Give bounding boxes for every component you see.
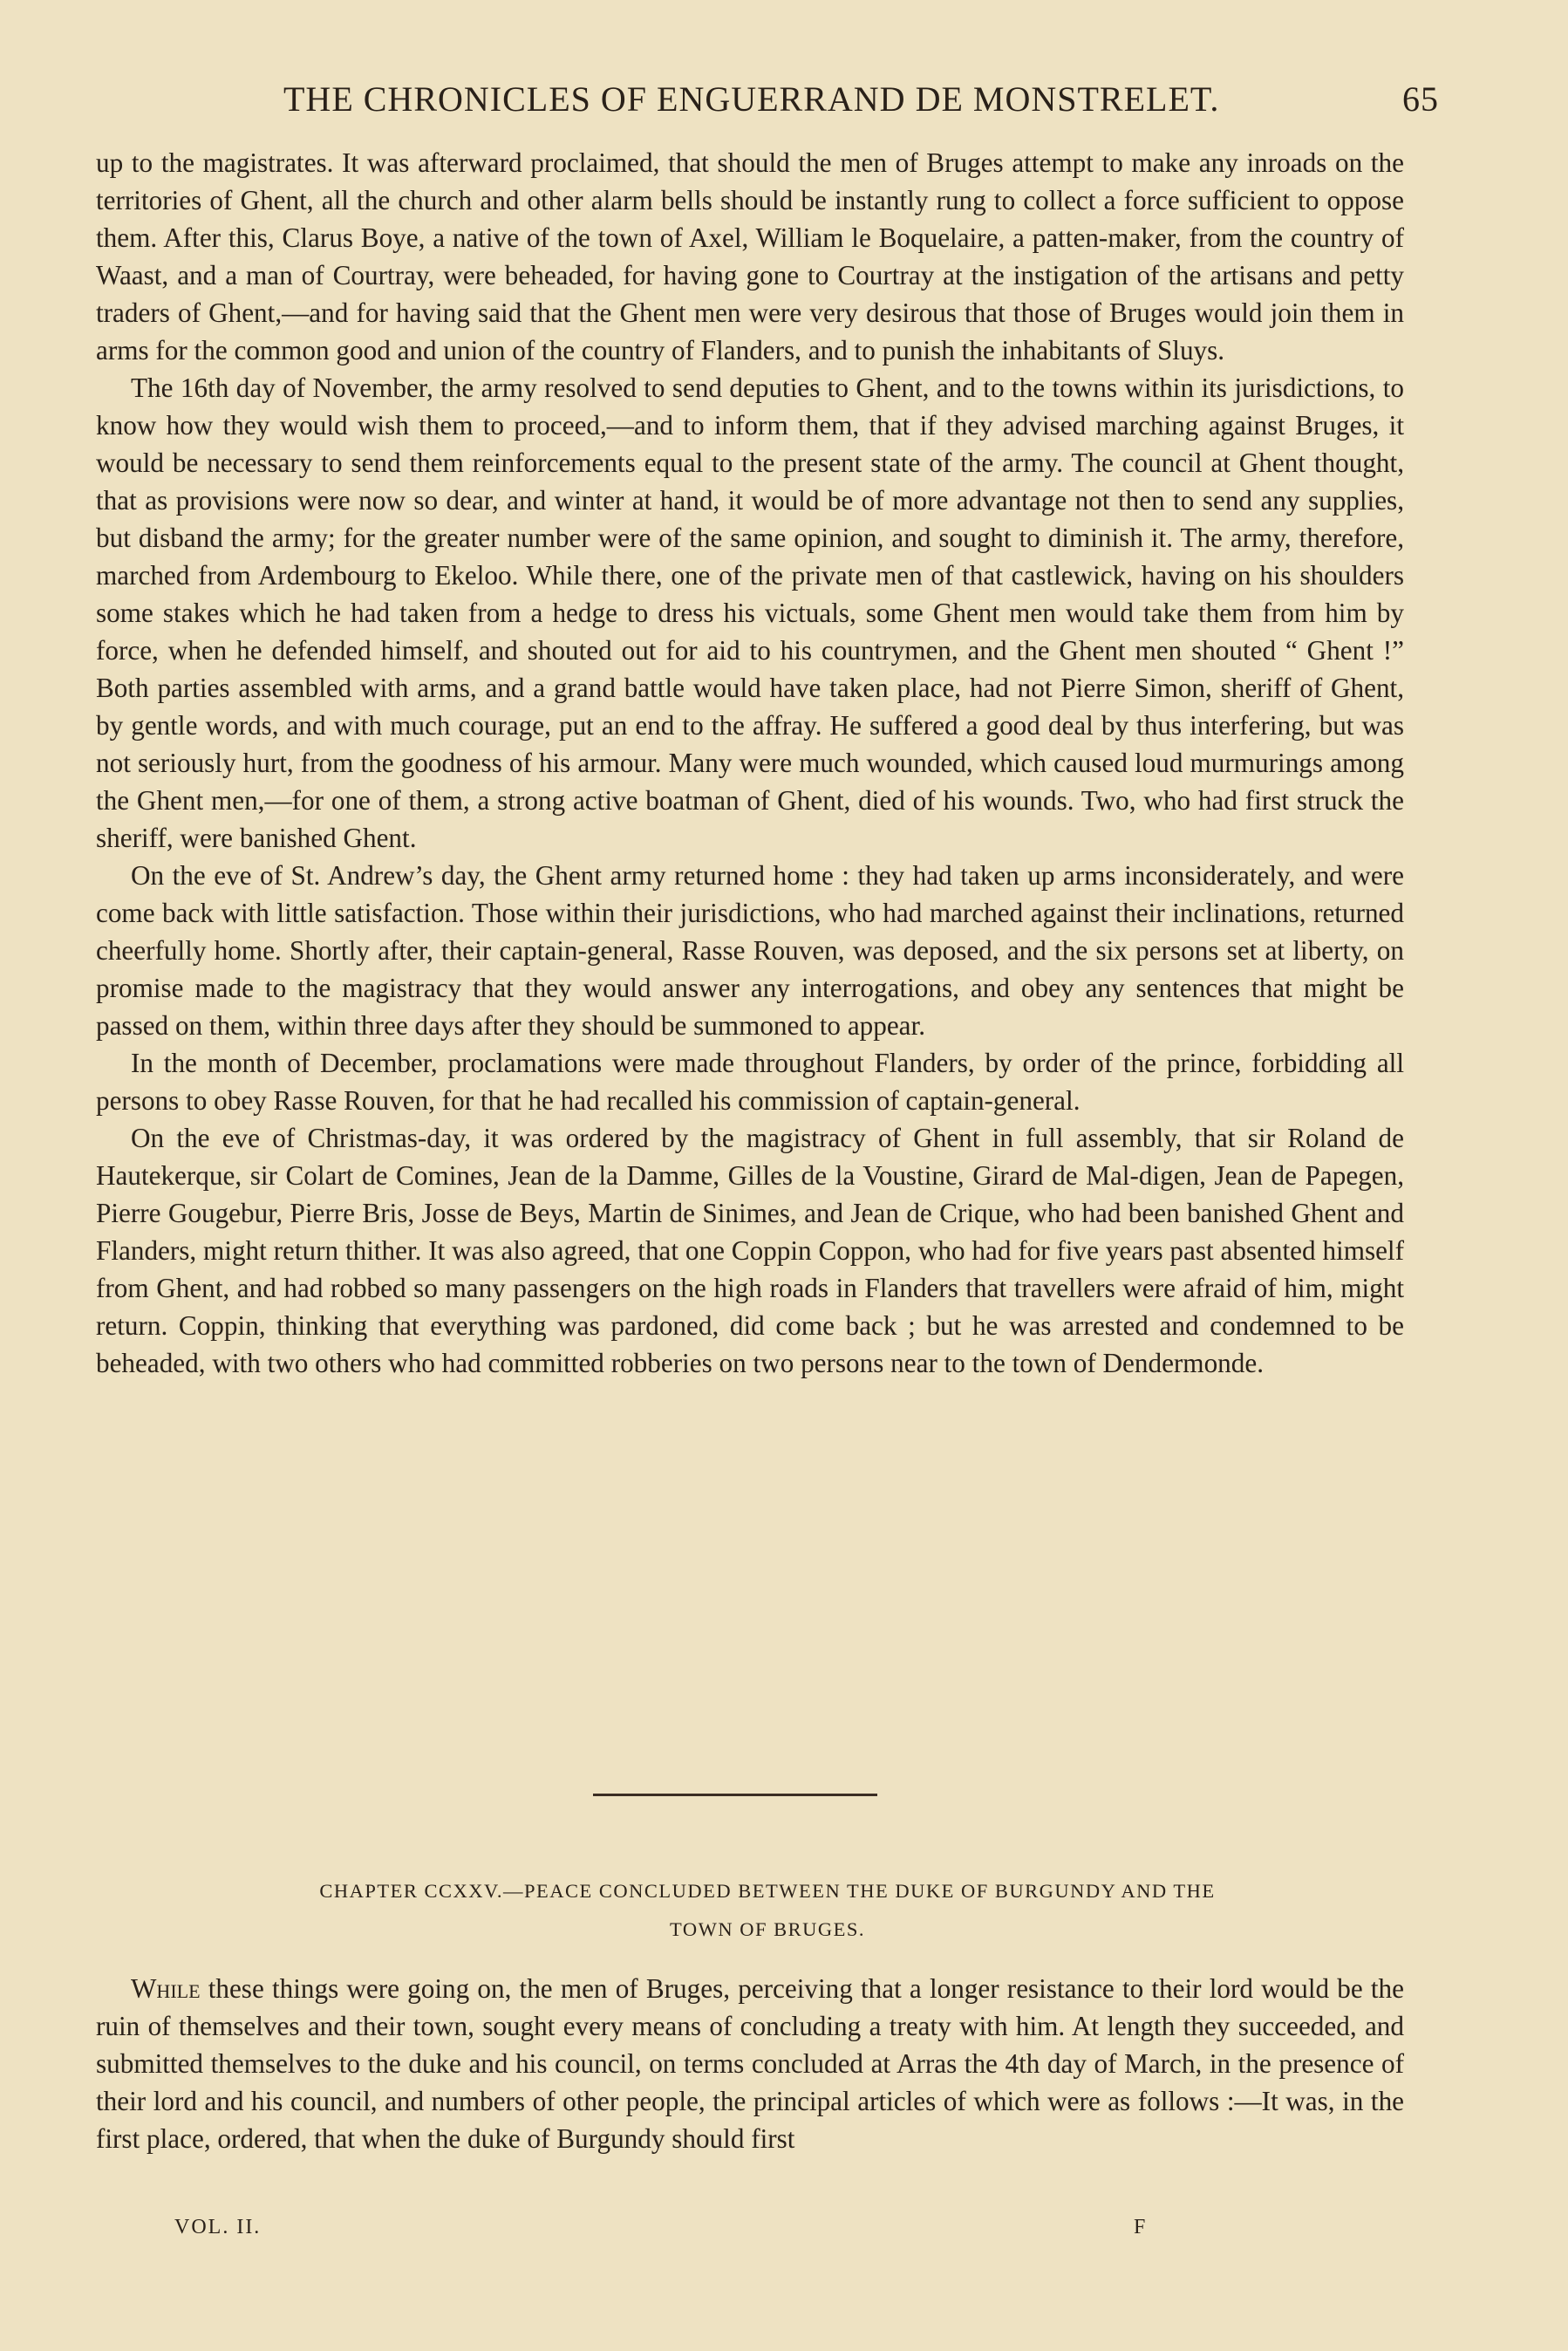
chapter-lead-word: While bbox=[131, 1973, 201, 2004]
paragraph: On the eve of Christmas-day, it was ordered by the magistracy of Ghent in full assembly, that sir Roland de Hautekerque, sir Colart de Comines, Jean de la Damme, Gilles de la Voustine, Girard de Mal-digen, Jean de Papegen, Pierre Gougebur, Pierre Bris, Josse de Beys, Martin de Sinimes, and Jean de Crique, who had been banished Ghent and Flanders, might return thither. It was also agreed, that one Coppin Coppon, who had for five years past absented himself from Ghent, and had robbed so many passengers on the high roads in Flanders that travellers were afraid of him, might return. Coppin, thinking that everything was pardoned, did come back ; but he was arrested and condemned to be beheaded, with two others who had committed robberies on two persons near to the town of Dendermonde. bbox=[96, 1123, 1404, 1378]
paragraph: On the eve of St. Andrew’s day, the Ghent army returned home : they had taken up arms inconsiderately, and were come back with little satisfaction. Those within their jurisdictions, who had marched against their inclinations, returned cheerfully home. Shortly after, their captain-general, Rasse Rouven, was deposed, and the six persons set at liberty, on promise made to the magistracy that they would answer any interrogations, and obey any sentences that might be passed on them, within three days after they should be summoned to appear. bbox=[96, 860, 1404, 1041]
body-text bbox=[96, 144, 1404, 1382]
signature-mark: F bbox=[1134, 2216, 1146, 2238]
page-number: 65 bbox=[1402, 79, 1439, 119]
running-title: THE CHRONICLES OF ENGUERRAND DE MONSTRELET. bbox=[283, 79, 1220, 119]
chapter-heading bbox=[131, 1872, 1404, 1949]
paragraph: up to the magistrates. It was afterward proclaimed, that should the men of Bruges attempt to make any inroads on the territories of Ghent, all the church and other alarm bells should be instantly rung to collect a force sufficient to oppose them. After this, Clarus Boye, a native of the town of Axel, William le Boquelaire, a patten-maker, from the country of Waast, and a man of Courtray, were beheaded, for having gone to Courtray at the instigation of the artisans and petty traders of Ghent,—and for having said that the Ghent men were very desirous that those of Bruges would join them in arms for the common good and union of the country of Flanders, and to punish the inhabitants of Sluys. bbox=[96, 147, 1404, 366]
chapter-paragraph-text: these things were going on, the men of Bruges, perceiving that a longer resistance to their lord would be the ruin of themselves and their town, sought every means of concluding a treaty with him. At length they succeeded, and submitted themselves to the duke and his council, on terms concluded at Arras the 4th day of March, in the presence of their lord and his council, and numbers of other people, the principal articles of which were as follows :—It was, in the first place, ordered, that when the duke of Burgundy should first bbox=[96, 1973, 1404, 2154]
chapter-paragraph bbox=[96, 1970, 1404, 2157]
running-head bbox=[283, 79, 1439, 122]
section-separator-rule bbox=[593, 1794, 877, 1796]
chapter-text bbox=[96, 1970, 1404, 2157]
volume-mark: VOL. II. bbox=[174, 2216, 262, 2238]
paragraph: The 16th day of November, the army resolved to send deputies to Ghent, and to the towns within its jurisdictions, to know how they would wish them to proceed,—and to inform them, that if they advised marching against Bruges, it would be necessary to send them reinforcements equal to the present state of the army. The council at Ghent thought, that as provisions were now so dear, and winter at hand, it would be of more advantage not then to send any supplies, but disband the army; for the greater number were of the same opinion, and sought to diminish it. The army, therefore, marched from Ardembourg to Ekeloo. While there, one of the private men of that castlewick, having on his shoulders some stakes which he had taken from a hedge to dress his victuals, some Ghent men would take them from him by force, when he defended himself, and shouted out for aid to his countrymen, and the Ghent men shouted “ Ghent !” Both parties assembled with arms, and a grand battle would have taken place, had not Pierre Simon, sheriff of Ghent, by gentle words, and with much courage, put an end to the affray. He suffered a good deal by thus interfering, but was not seriously hurt, from the goodness of his armour. Many were much wounded, which caused loud murmurings among the Ghent men,—for one of them, a strong active boatman of Ghent, died of his wounds. Two, who had first struck the sheriff, were banished Ghent. bbox=[96, 372, 1404, 853]
chapter-heading-line: TOWN OF BRUGES. bbox=[670, 1918, 865, 1940]
chapter-heading-line: CHAPTER CCXXV.—PEACE CONCLUDED BETWEEN THE DUKE OF BURGUNDY AND THE bbox=[319, 1880, 1216, 1902]
paragraph: In the month of December, proclamations were made throughout Flanders, by order of the prince, forbidding all persons to obey Rasse Rouven, for that he had recalled his commission of captain-general. bbox=[96, 1048, 1404, 1116]
